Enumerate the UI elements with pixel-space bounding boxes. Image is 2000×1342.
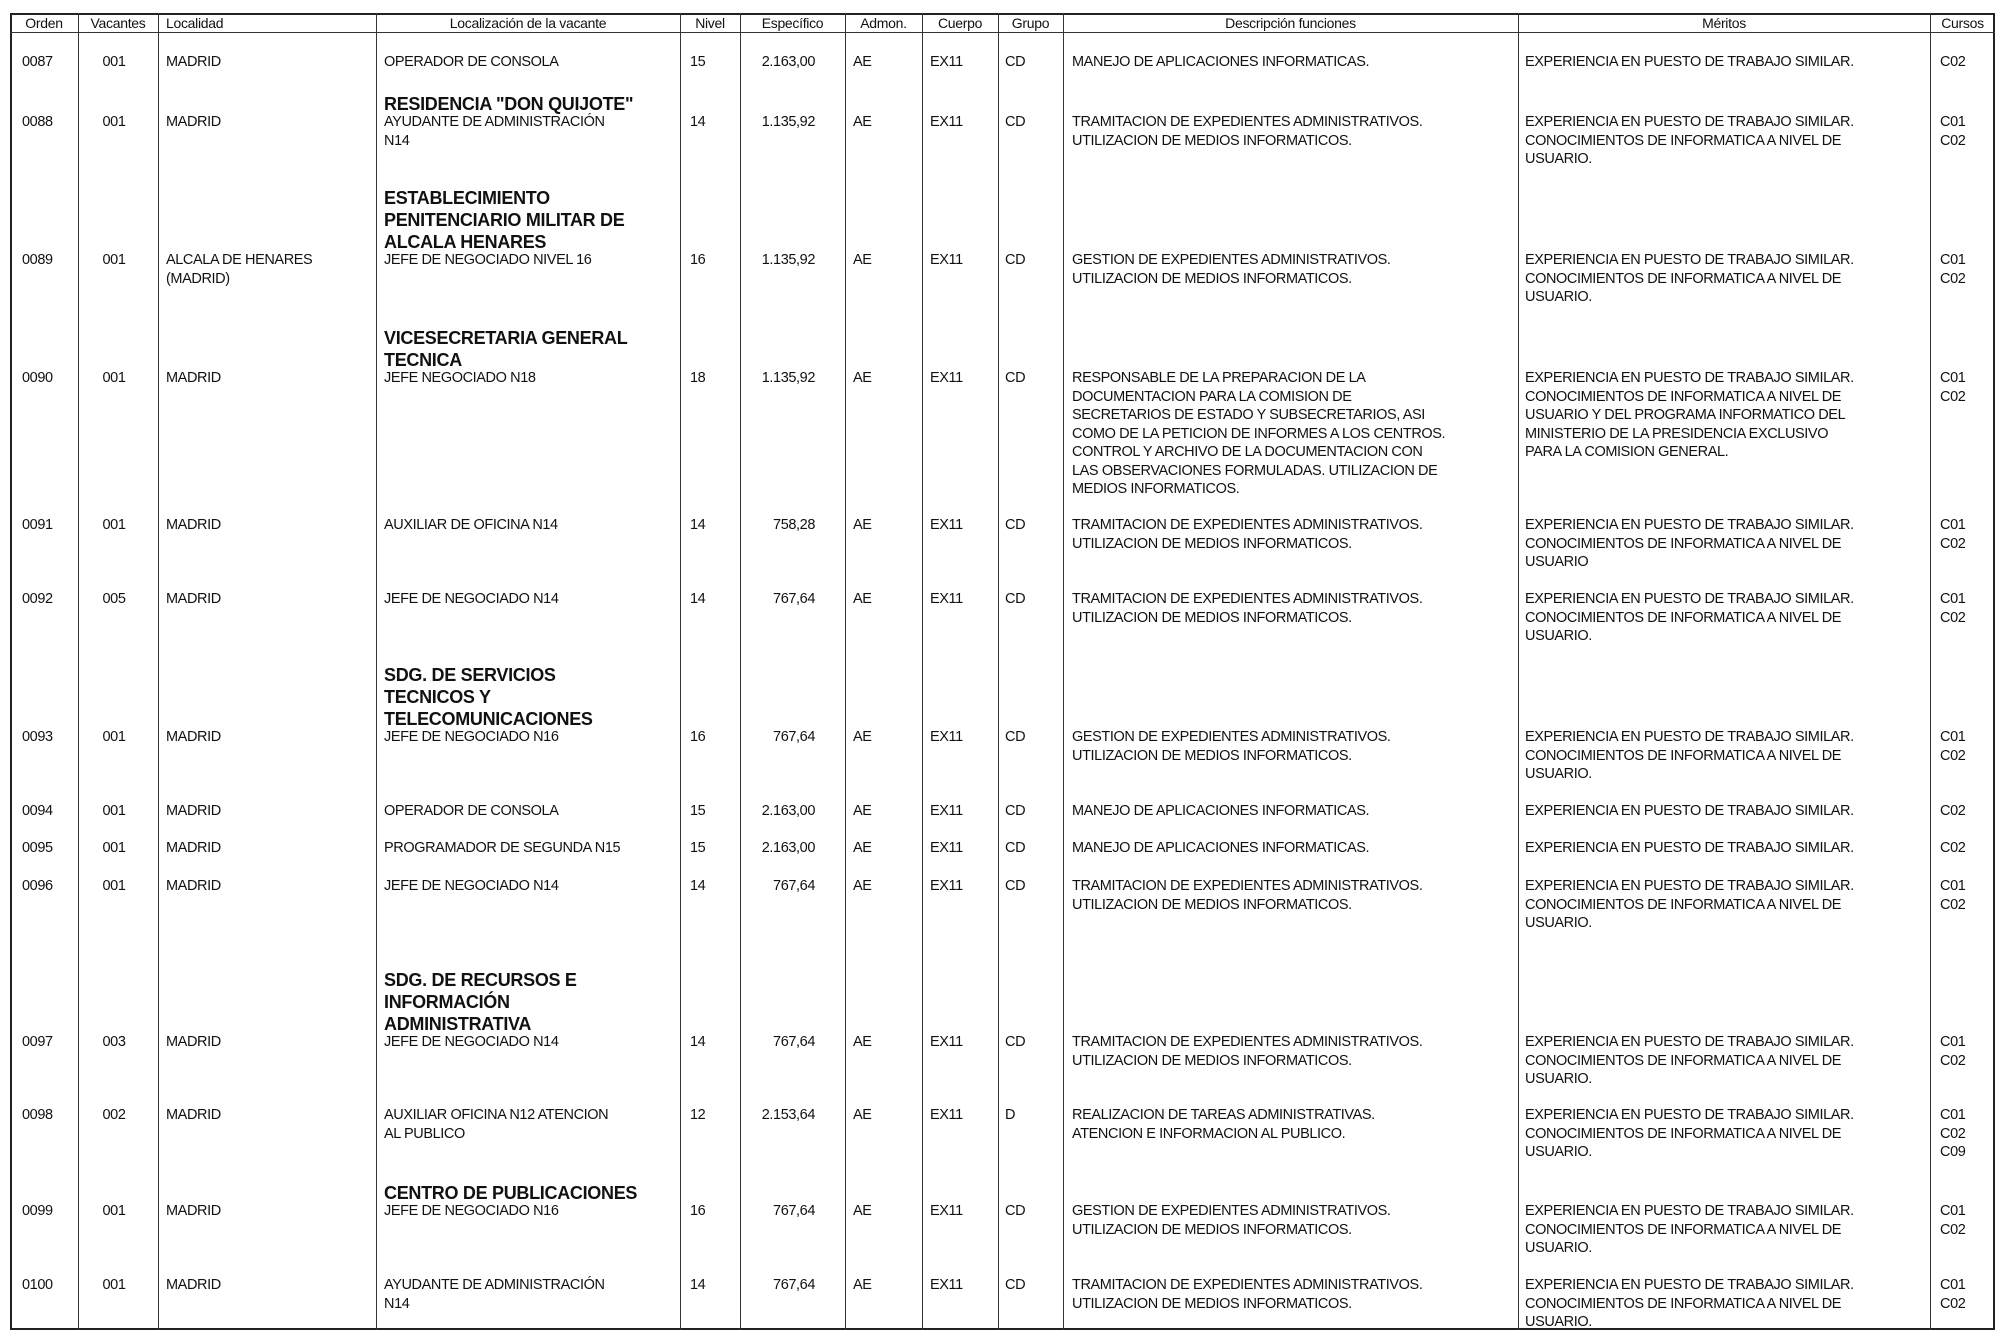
- cell-especifico: 1.135,92: [761, 252, 815, 268]
- cell-grupo: CD: [1005, 1277, 1026, 1293]
- cell-grupo: CD: [1005, 114, 1026, 130]
- cell-admon: AE: [853, 591, 872, 607]
- column-divider: [1063, 13, 1064, 1330]
- cell-admon: AE: [853, 114, 872, 130]
- cell-vacantes: 001: [102, 729, 126, 745]
- cell-localidad: MADRID: [166, 114, 221, 130]
- cell-localizacion: [384, 188, 625, 270]
- table-row: [0, 590, 2000, 644]
- cell-admon: AE: [853, 517, 872, 533]
- cell-vacantes: 001: [102, 1203, 126, 1219]
- table-row: [0, 877, 2000, 931]
- cell-orden: 0098: [22, 1107, 53, 1123]
- cell-descripcion: MANEJO DE APLICACIONES INFORMATICAS.: [1072, 54, 1370, 70]
- cell-admon: AE: [853, 803, 872, 819]
- cell-localizacion: [384, 94, 634, 150]
- cell-meritos: EXPERIENCIA EN PUESTO DE TRABAJO SIMILAR.: [1525, 803, 1854, 819]
- cell-localidad: MADRID: [166, 591, 221, 607]
- cell-cuerpo: EX11: [930, 252, 963, 268]
- cell-cuerpo: EX11: [930, 1107, 963, 1123]
- cell-localizacion: [384, 970, 577, 1052]
- cell-nivel: 14: [690, 1034, 706, 1050]
- column-divider: [845, 13, 846, 1330]
- cell-puesto: PROGRAMADOR DE SEGUNDA N15: [384, 840, 621, 856]
- cell-cuerpo: EX11: [930, 1277, 963, 1293]
- cell-orden: 0095: [22, 840, 53, 856]
- cell-descripcion: GESTION DE EXPEDIENTES ADMINISTRATIVOS. UTILIZACION DE MEDIOS INFORMATICOS.: [1072, 1203, 1391, 1238]
- table-row: [0, 516, 2000, 570]
- cell-grupo: CD: [1005, 517, 1026, 533]
- cell-vacantes: 001: [102, 114, 126, 130]
- cell-puesto: AYUDANTE DE ADMINISTRACIÓN N14: [384, 1277, 605, 1312]
- cell-localidad: MADRID: [166, 1034, 221, 1050]
- cell-meritos: EXPERIENCIA EN PUESTO DE TRABAJO SIMILAR. CONOCIMIENTOS DE INFORMATICA A NIVEL DE USUARIO.: [1525, 252, 1854, 305]
- table-row: [0, 1106, 2000, 1160]
- cell-admon: AE: [853, 840, 872, 856]
- cell-cursos: C01 C02: [1940, 114, 1966, 149]
- cell-puesto: OPERADOR DE CONSOLA: [384, 54, 559, 70]
- cell-meritos: EXPERIENCIA EN PUESTO DE TRABAJO SIMILAR. CONOCIMIENTOS DE INFORMATICA A NIVEL DE USUARIO.: [1525, 878, 1854, 931]
- cell-localizacion: [384, 665, 593, 747]
- cell-meritos: EXPERIENCIA EN PUESTO DE TRABAJO SIMILAR. CONOCIMIENTOS DE INFORMATICA A NIVEL DE USUARIO.: [1525, 1277, 1854, 1330]
- cell-localidad: MADRID: [166, 840, 221, 856]
- cell-especifico: 2.163,00: [761, 840, 815, 856]
- cell-nivel: 16: [690, 1203, 706, 1219]
- table-row: [0, 328, 2000, 497]
- cell-descripcion: TRAMITACION DE EXPEDIENTES ADMINISTRATIVOS. UTILIZACION DE MEDIOS INFORMATICOS.: [1072, 878, 1423, 913]
- cell-admon: AE: [853, 878, 872, 894]
- cell-localidad: MADRID: [166, 1203, 221, 1219]
- column-header-especifico: Específico: [761, 15, 824, 31]
- cell-nivel: 14: [690, 517, 706, 533]
- column-header-orden: Orden: [25, 15, 63, 31]
- cell-especifico: 1.135,92: [761, 114, 815, 130]
- column-divider: [740, 13, 741, 1330]
- column-header-grupo: Grupo: [1011, 15, 1050, 31]
- cell-descripcion: MANEJO DE APLICACIONES INFORMATICAS.: [1072, 840, 1370, 856]
- cell-localizacion: [384, 328, 628, 388]
- cell-cursos: C02: [1940, 803, 1966, 819]
- cell-localidad: ALCALA DE HENARES (MADRID): [166, 252, 313, 287]
- cell-puesto: JEFE DE NEGOCIADO N14: [384, 1034, 559, 1050]
- cell-localidad: MADRID: [166, 878, 221, 894]
- cell-cursos: C01 C02: [1940, 878, 1966, 913]
- cell-meritos: EXPERIENCIA EN PUESTO DE TRABAJO SIMILAR. CONOCIMIENTOS DE INFORMATICA A NIVEL DE USUARIO.: [1525, 591, 1854, 644]
- cell-admon: AE: [853, 1203, 872, 1219]
- cell-grupo: CD: [1005, 1203, 1026, 1219]
- cell-meritos: EXPERIENCIA EN PUESTO DE TRABAJO SIMILAR.: [1525, 54, 1854, 70]
- cell-vacantes: 001: [102, 54, 126, 70]
- cell-descripcion: GESTION DE EXPEDIENTES ADMINISTRATIVOS. UTILIZACION DE MEDIOS INFORMATICOS.: [1072, 729, 1391, 764]
- column-divider: [922, 13, 923, 1330]
- table-row: [0, 970, 2000, 1087]
- column-header-localizacion: Localización de la vacante: [449, 15, 607, 31]
- cell-vacantes: 001: [102, 840, 126, 856]
- cell-nivel: 12: [690, 1107, 706, 1123]
- unit-heading: ESTABLECIMIENTO PENITENCIARIO MILITAR DE ALCALA HENARES: [384, 188, 625, 252]
- table-row: [0, 1183, 2000, 1256]
- cell-orden: 0099: [22, 1203, 53, 1219]
- cell-localidad: MADRID: [166, 370, 221, 386]
- column-header-admon: Admon.: [860, 15, 907, 31]
- table-row: [0, 188, 2000, 305]
- cell-meritos: EXPERIENCIA EN PUESTO DE TRABAJO SIMILAR. CONOCIMIENTOS DE INFORMATICA A NIVEL DE USUARIO.: [1525, 1203, 1854, 1256]
- column-divider: [998, 13, 999, 1330]
- table-row: [0, 53, 2000, 73]
- cell-cursos: C01 C02: [1940, 370, 1966, 405]
- cell-nivel: 14: [690, 878, 706, 894]
- cell-vacantes: 001: [102, 803, 126, 819]
- cell-orden: 0092: [22, 591, 53, 607]
- cell-cursos: C01 C02: [1940, 591, 1966, 626]
- cell-meritos: EXPERIENCIA EN PUESTO DE TRABAJO SIMILAR. CONOCIMIENTOS DE INFORMATICA A NIVEL DE USUARIO.: [1525, 114, 1854, 167]
- cell-grupo: CD: [1005, 1034, 1026, 1050]
- cell-especifico: 767,64: [773, 1277, 815, 1293]
- cell-puesto: JEFE DE NEGOCIADO N16: [384, 729, 559, 745]
- cell-admon: AE: [853, 1277, 872, 1293]
- cell-vacantes: 001: [102, 252, 126, 268]
- cell-localidad: MADRID: [166, 729, 221, 745]
- cell-nivel: 18: [690, 370, 706, 386]
- column-divider: [680, 13, 681, 1330]
- cell-vacantes: 001: [102, 878, 126, 894]
- cell-grupo: CD: [1005, 878, 1026, 894]
- unit-heading: SDG. DE RECURSOS E INFORMACIÓN ADMINISTRATIVA: [384, 970, 577, 1034]
- cell-vacantes: 002: [102, 1107, 126, 1123]
- cell-nivel: 15: [690, 840, 706, 856]
- cell-especifico: 758,28: [773, 517, 815, 533]
- cell-cuerpo: EX11: [930, 878, 963, 894]
- cell-grupo: D: [1005, 1107, 1016, 1123]
- unit-heading: SDG. DE SERVICIOS TECNICOS Y TELECOMUNICACIONES: [384, 665, 593, 729]
- table-row: [0, 94, 2000, 167]
- cell-cuerpo: EX11: [930, 1203, 963, 1219]
- cell-descripcion: TRAMITACION DE EXPEDIENTES ADMINISTRATIVOS. UTILIZACION DE MEDIOS INFORMATICOS.: [1072, 1034, 1423, 1069]
- header-divider: [10, 32, 1995, 33]
- cell-nivel: 15: [690, 54, 706, 70]
- unit-heading: RESIDENCIA "DON QUIJOTE": [384, 94, 634, 114]
- cell-cursos: C01 C02: [1940, 252, 1966, 287]
- column-header-descripcion: Descripción funciones: [1225, 15, 1356, 31]
- cell-grupo: CD: [1005, 54, 1026, 70]
- cell-grupo: CD: [1005, 729, 1026, 745]
- unit-heading: VICESECRETARIA GENERAL TECNICA: [384, 328, 628, 370]
- cell-vacantes: 001: [102, 1277, 126, 1293]
- cell-orden: 0088: [22, 114, 53, 130]
- cell-localidad: MADRID: [166, 54, 221, 70]
- cell-vacantes: 001: [102, 370, 126, 386]
- column-divider: [376, 13, 377, 1330]
- cell-cuerpo: EX11: [930, 840, 963, 856]
- column-divider: [1930, 13, 1931, 1330]
- cell-puesto: JEFE DE NEGOCIADO N14: [384, 878, 559, 894]
- cell-orden: 0089: [22, 252, 53, 268]
- cell-localidad: MADRID: [166, 517, 221, 533]
- cell-descripcion: TRAMITACION DE EXPEDIENTES ADMINISTRATIVOS. UTILIZACION DE MEDIOS INFORMATICOS.: [1072, 114, 1423, 149]
- table-row: [0, 1276, 2000, 1330]
- cell-admon: AE: [853, 1107, 872, 1123]
- cell-cuerpo: EX11: [930, 54, 963, 70]
- cell-nivel: 14: [690, 1277, 706, 1293]
- cell-cursos: C01 C02 C09: [1940, 1107, 1966, 1160]
- cell-descripcion: TRAMITACION DE EXPEDIENTES ADMINISTRATIVOS. UTILIZACION DE MEDIOS INFORMATICOS.: [1072, 1277, 1423, 1312]
- cell-orden: 0091: [22, 517, 53, 533]
- cell-cuerpo: EX11: [930, 114, 963, 130]
- cell-meritos: EXPERIENCIA EN PUESTO DE TRABAJO SIMILAR. CONOCIMIENTOS DE INFORMATICA A NIVEL DE USUARIO.: [1525, 1107, 1854, 1160]
- column-header-cursos: Cursos: [1941, 15, 1984, 31]
- column-divider: [158, 13, 159, 1330]
- cell-cursos: C01 C02: [1940, 1034, 1966, 1069]
- column-header-localidad: Localidad: [166, 15, 224, 31]
- cell-descripcion: TRAMITACION DE EXPEDIENTES ADMINISTRATIVOS. UTILIZACION DE MEDIOS INFORMATICOS.: [1072, 591, 1423, 626]
- cell-puesto: AUXILIAR OFICINA N12 ATENCION AL PUBLICO: [384, 1107, 609, 1142]
- cell-descripcion: MANEJO DE APLICACIONES INFORMATICAS.: [1072, 803, 1370, 819]
- cell-admon: AE: [853, 729, 872, 745]
- column-header-meritos: Méritos: [1702, 15, 1746, 31]
- cell-meritos: EXPERIENCIA EN PUESTO DE TRABAJO SIMILAR. CONOCIMIENTOS DE INFORMATICA A NIVEL DE USUARIO: [1525, 517, 1854, 570]
- cell-vacantes: 003: [102, 1034, 126, 1050]
- column-divider: [1518, 13, 1519, 1330]
- cell-cursos: C01 C02: [1940, 1277, 1966, 1312]
- cell-nivel: 14: [690, 591, 706, 607]
- cell-admon: AE: [853, 252, 872, 268]
- cell-cuerpo: EX11: [930, 370, 963, 386]
- unit-heading: CENTRO DE PUBLICACIONES: [384, 1183, 638, 1203]
- cell-nivel: 15: [690, 803, 706, 819]
- cell-grupo: CD: [1005, 840, 1026, 856]
- table-row: [0, 802, 2000, 822]
- cell-cursos: C01 C02: [1940, 517, 1966, 552]
- table-row: [0, 839, 2000, 859]
- cell-orden: 0094: [22, 803, 53, 819]
- cell-localizacion: [384, 1183, 638, 1221]
- cell-nivel: 16: [690, 729, 706, 745]
- cell-grupo: CD: [1005, 803, 1026, 819]
- cell-especifico: 2.163,00: [761, 803, 815, 819]
- cell-grupo: CD: [1005, 252, 1026, 268]
- cell-localidad: MADRID: [166, 803, 221, 819]
- cell-puesto: JEFE NEGOCIADO N18: [384, 370, 536, 386]
- cell-cursos: C02: [1940, 840, 1966, 856]
- cell-puesto: JEFE DE NEGOCIADO N14: [384, 591, 559, 607]
- cell-admon: AE: [853, 54, 872, 70]
- cell-localidad: MADRID: [166, 1277, 221, 1293]
- cell-puesto: JEFE DE NEGOCIADO N16: [384, 1203, 559, 1219]
- cell-especifico: 767,64: [773, 591, 815, 607]
- cell-grupo: CD: [1005, 370, 1026, 386]
- cell-vacantes: 005: [102, 591, 126, 607]
- cell-descripcion: GESTION DE EXPEDIENTES ADMINISTRATIVOS. UTILIZACION DE MEDIOS INFORMATICOS.: [1072, 252, 1391, 287]
- cell-puesto: JEFE DE NEGOCIADO NIVEL 16: [384, 252, 592, 268]
- cell-meritos: EXPERIENCIA EN PUESTO DE TRABAJO SIMILAR.: [1525, 840, 1854, 856]
- cell-orden: 0100: [22, 1277, 53, 1293]
- cell-especifico: 2.153,64: [761, 1107, 815, 1123]
- cell-meritos: EXPERIENCIA EN PUESTO DE TRABAJO SIMILAR. CONOCIMIENTOS DE INFORMATICA A NIVEL DE USUARIO.: [1525, 1034, 1854, 1087]
- table-row: [0, 665, 2000, 782]
- column-divider: [78, 13, 79, 1330]
- cell-cursos: C01 C02: [1940, 729, 1966, 764]
- cell-descripcion: REALIZACION DE TAREAS ADMINISTRATIVAS. ATENCION E INFORMACION AL PUBLICO.: [1072, 1107, 1375, 1142]
- cell-especifico: 2.163,00: [761, 54, 815, 70]
- cell-localidad: MADRID: [166, 1107, 221, 1123]
- cell-admon: AE: [853, 1034, 872, 1050]
- cell-cursos: C01 C02: [1940, 1203, 1966, 1238]
- column-header-nivel: Nivel: [695, 15, 725, 31]
- cell-especifico: 1.135,92: [761, 370, 815, 386]
- cell-cuerpo: EX11: [930, 517, 963, 533]
- cell-nivel: 14: [690, 114, 706, 130]
- column-header-cuerpo: Cuerpo: [937, 15, 983, 31]
- cell-especifico: 767,64: [773, 729, 815, 745]
- cell-cuerpo: EX11: [930, 591, 963, 607]
- cell-puesto: AYUDANTE DE ADMINISTRACIÓN N14: [384, 114, 605, 149]
- cell-especifico: 767,64: [773, 1203, 815, 1219]
- cell-nivel: 16: [690, 252, 706, 268]
- cell-orden: 0096: [22, 878, 53, 894]
- cell-cuerpo: EX11: [930, 1034, 963, 1050]
- cell-orden: 0087: [22, 54, 53, 70]
- cell-puesto: AUXILIAR DE OFICINA N14: [384, 517, 558, 533]
- cell-vacantes: 001: [102, 517, 126, 533]
- cell-cuerpo: EX11: [930, 803, 963, 819]
- column-header-vacantes: Vacantes: [90, 15, 146, 31]
- cell-descripcion: TRAMITACION DE EXPEDIENTES ADMINISTRATIVOS. UTILIZACION DE MEDIOS INFORMATICOS.: [1072, 517, 1423, 552]
- cell-puesto: OPERADOR DE CONSOLA: [384, 803, 559, 819]
- cell-orden: 0097: [22, 1034, 53, 1050]
- cell-orden: 0093: [22, 729, 53, 745]
- cell-grupo: CD: [1005, 591, 1026, 607]
- cell-especifico: 767,64: [773, 878, 815, 894]
- cell-admon: AE: [853, 370, 872, 386]
- cell-meritos: EXPERIENCIA EN PUESTO DE TRABAJO SIMILAR. CONOCIMIENTOS DE INFORMATICA A NIVEL DE USUARIO.: [1525, 729, 1854, 782]
- cell-cursos: C02: [1940, 54, 1966, 70]
- cell-meritos: EXPERIENCIA EN PUESTO DE TRABAJO SIMILAR. CONOCIMIENTOS DE INFORMATICA A NIVEL DE USUARIO Y DEL PROGRAMA INFORMATICO DEL MINISTERIO DE LA PRESIDENCIA EXCLUSIVO PARA LA COMISION GENERAL.: [1525, 370, 1854, 460]
- cell-orden: 0090: [22, 370, 53, 386]
- cell-especifico: 767,64: [773, 1034, 815, 1050]
- cell-descripcion: RESPONSABLE DE LA PREPARACION DE LA DOCUMENTACION PARA LA COMISION DE SECRETARIOS DE ESTADO Y SUBSECRETARIOS, ASI COMO DE LA PETICION DE INFORMES A LOS CENTROS. CONTROL Y ARCHIVO DE LA DOCUMENTACION CON LAS OBSERVACIONES FORMULADAS. UTILIZACION DE MEDIOS INFORMATICOS.: [1072, 370, 1446, 497]
- cell-cuerpo: EX11: [930, 729, 963, 745]
